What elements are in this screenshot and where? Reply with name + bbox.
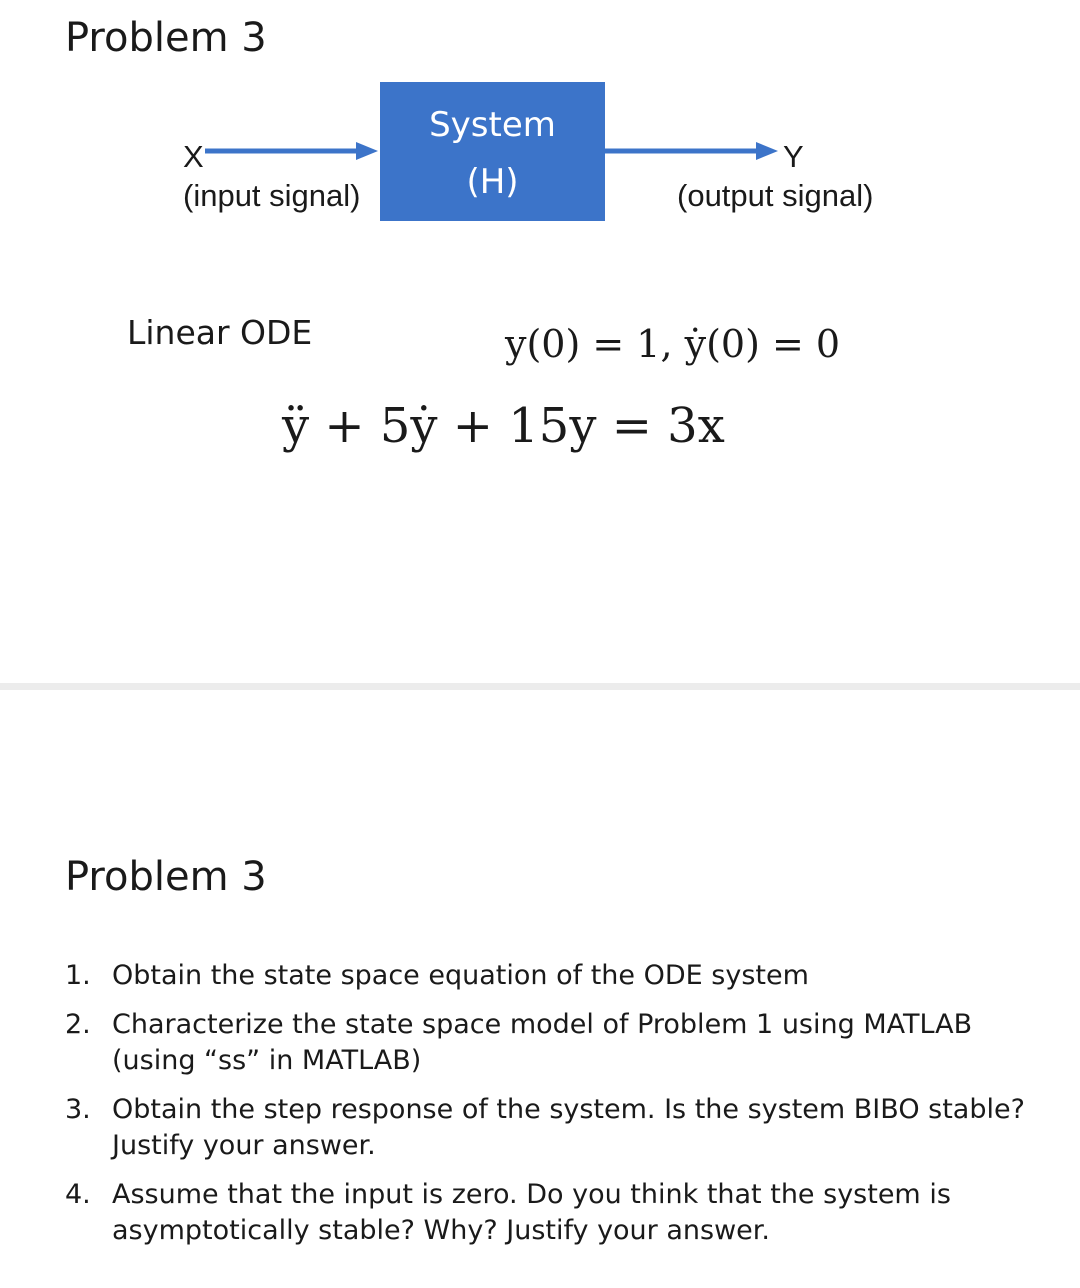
question-number: 3. bbox=[65, 1094, 91, 1125]
system-box-sublabel: (H) bbox=[466, 162, 519, 202]
question-number: 1. bbox=[65, 960, 91, 991]
output-symbol: Y bbox=[783, 139, 804, 174]
question-text: Characterize the state space model of Problem 1 using MATLAB (using “ss” in MATLAB) bbox=[112, 1009, 973, 1076]
question-item bbox=[65, 1177, 1025, 1249]
output-arrowhead bbox=[756, 142, 778, 160]
slide-title: Problem 3 bbox=[65, 15, 267, 61]
question-text: Assume that the input is zero. Do you think that the system is asymptotically stable? Why? Justify your answer. bbox=[112, 1179, 951, 1246]
question-number: 4. bbox=[65, 1179, 91, 1210]
question-list bbox=[65, 958, 1025, 1262]
ode-heading: Linear ODE bbox=[127, 313, 313, 352]
question-item bbox=[65, 958, 1025, 994]
ode-equation: ÿ + 5ẏ + 15y = 3x bbox=[282, 398, 725, 454]
input-arrowhead bbox=[356, 142, 378, 160]
question-text: Obtain the state space equation of the ODE system bbox=[112, 960, 809, 991]
system-box-label: System bbox=[429, 105, 556, 145]
output-caption: (output signal) bbox=[677, 178, 874, 213]
question-text: Obtain the step response of the system. Is the system BIBO stable? Justify your answer. bbox=[112, 1094, 1025, 1161]
block-diagram bbox=[0, 0, 1080, 240]
input-symbol: X bbox=[183, 139, 204, 174]
slide-problem-3-questions bbox=[0, 690, 1080, 1288]
input-caption: (input signal) bbox=[183, 178, 361, 213]
initial-conditions: y(0) = 1, ẏ(0) = 0 bbox=[505, 322, 841, 366]
question-number: 2. bbox=[65, 1009, 91, 1040]
question-item bbox=[65, 1007, 1025, 1079]
slide-divider bbox=[0, 683, 1080, 690]
slide-title: Problem 3 bbox=[65, 854, 267, 900]
question-item bbox=[65, 1092, 1025, 1164]
